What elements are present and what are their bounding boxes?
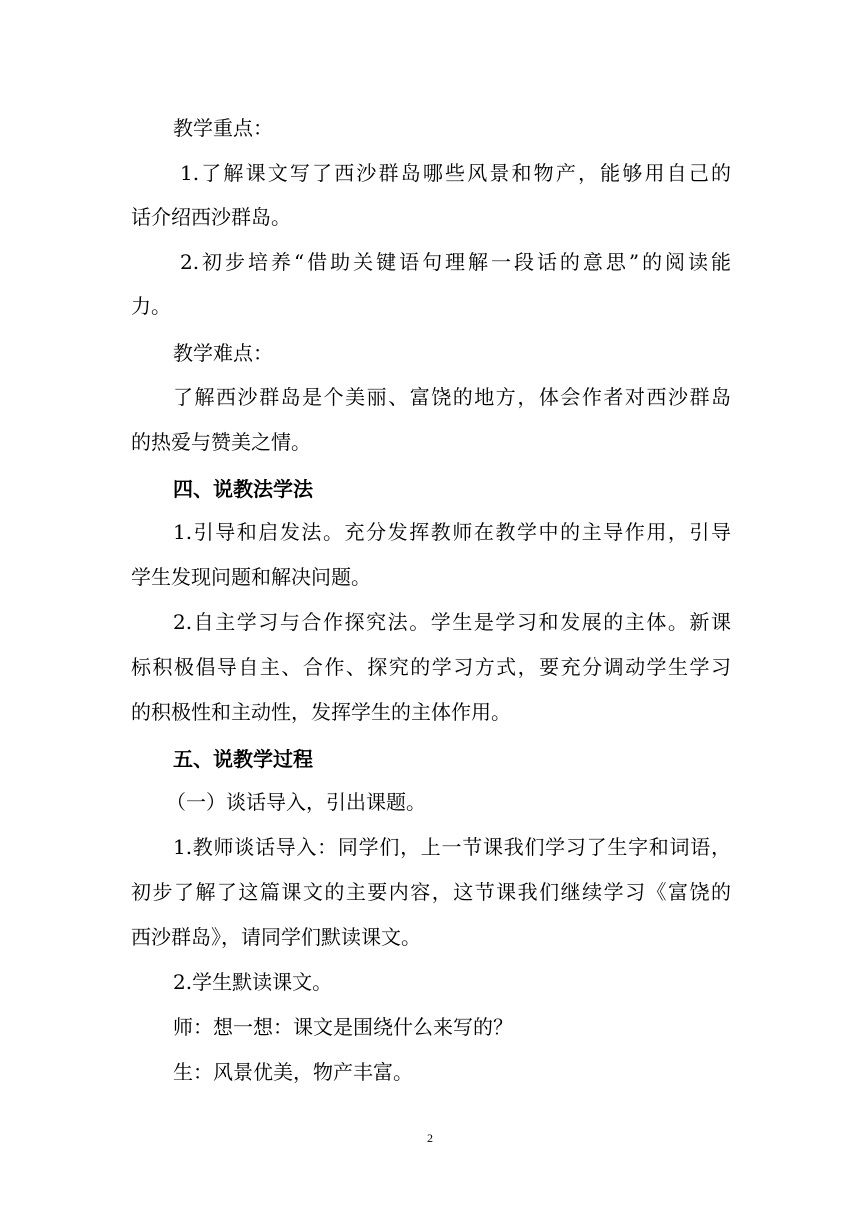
paragraph-line: 力。 xyxy=(131,294,171,318)
heading-teaching-focus: 教学重点： xyxy=(173,116,273,140)
subsection-heading: （一）谈话导入，引出课题。 xyxy=(166,790,426,814)
section-heading-methods: 四、说教法学法 xyxy=(173,477,313,501)
paragraph-line: 初步了解了这篇课文的主要内容，这节课我们继续学习《富饶的 xyxy=(131,880,731,904)
paragraph-line: 2.学生默读课文。 xyxy=(173,970,333,994)
paragraph-line: 生：风景优美，物产丰富。 xyxy=(173,1060,413,1084)
paragraph-line: 了解西沙群岛是个美丽、富饶的地方，体会作者对西沙群岛 xyxy=(173,385,731,409)
paragraph-line: 1.教师谈话导入：同学们，上一节课我们学习了生字和词语， xyxy=(173,835,731,859)
paragraph-line: 西沙群岛》，请同学们默读课文。 xyxy=(131,925,421,949)
paragraph-line: 1.了解课文写了西沙群岛哪些风景和物产，能够用自己的 xyxy=(180,161,731,185)
paragraph-line: 话介绍西沙群岛。 xyxy=(131,205,291,229)
paragraph-line: 的积极性和主动性，发挥学生的主体作用。 xyxy=(131,700,511,724)
page-number: 2 xyxy=(427,1131,433,1145)
section-heading-process: 五、说教学过程 xyxy=(173,747,313,771)
heading-teaching-difficulty: 教学难点： xyxy=(173,341,273,365)
paragraph-line: 的热爱与赞美之情。 xyxy=(131,430,311,454)
paragraph-line: 2.自主学习与合作探究法。学生是学习和发展的主体。新课 xyxy=(173,610,731,634)
paragraph-line: 学生发现问题和解决问题。 xyxy=(131,565,371,589)
paragraph-line: 标积极倡导自主、合作、探究的学习方式，要充分调动学生学习 xyxy=(131,655,731,679)
paragraph-line: 2.初步培养“借助关键语句理解一段话的意思”的阅读能 xyxy=(180,250,731,274)
paragraph-line: 1.引导和启发法。充分发挥教师在教学中的主导作用，引导 xyxy=(173,520,731,544)
paragraph-line: 师：想一想：课文是围绕什么来写的？ xyxy=(173,1015,513,1039)
